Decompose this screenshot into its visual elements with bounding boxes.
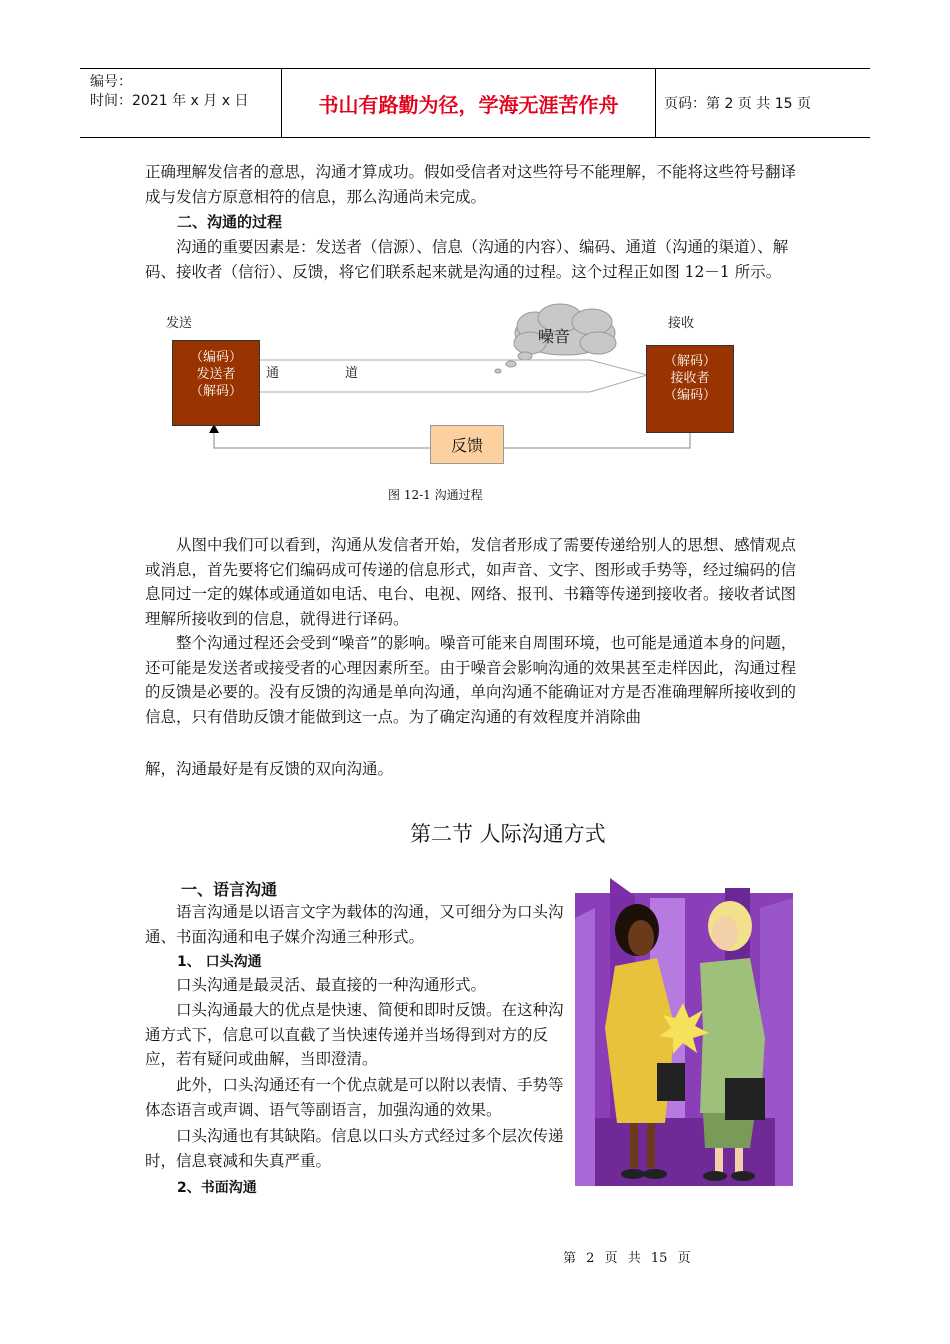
header-page-label: 页码：第 2 页 共 15 页	[664, 96, 811, 112]
paragraph-2: 沟通的重要因素是：发送者（信源）、信息（沟通的内容）、编码、通道（沟通的渠道）、解码、接收者（信衍）、反馈，将它们联系起来就是沟通的过程。这个过程正如图 12－1 所示。	[145, 238, 789, 281]
paragraph-4-end: 解，沟通最好是有反馈的双向沟通。	[145, 760, 394, 778]
sender-box	[172, 340, 260, 426]
channel-arrow	[260, 360, 647, 392]
footer-page-num: 2	[586, 1251, 595, 1266]
heading-process: 二、沟通的过程	[177, 213, 283, 231]
section-title: 第二节 人际沟通方式	[410, 822, 606, 846]
sender-decode: （解码）	[189, 384, 242, 399]
channel-label-1: 通	[266, 366, 280, 381]
paragraph-4: 整个沟通过程还会受到“噪音”的影响。噪音可能来自周围环境，也可能是通道本身的问题，还可能是发送者或接受者的心理因素所至。由于噪音会影响沟通的效果甚至走样因此，沟通过程的反馈是必要的。没有反馈的沟通是单向沟通，单向沟通不能确证对方是否准确理解所接收到的信息，只有借助反馈才能做到这一点。为了确定沟通的有效程度并消除曲	[145, 634, 797, 726]
paragraph-8: 此外，口头沟通还有一个优点就是可以附以表情、手势等体态语言或声调、语气等副语言，加强沟通的效果。	[145, 1076, 564, 1119]
noise-label: 噪音	[538, 327, 571, 346]
footer-ye-2: 页	[677, 1251, 691, 1266]
heading-written: 2、书面沟通	[177, 1180, 257, 1196]
figure-caption: 图 12-1 沟通过程	[388, 488, 483, 502]
doc-number-label: 编号：	[90, 74, 132, 90]
sender-title: 发送者	[196, 367, 236, 382]
sender-encode: （编码）	[189, 350, 242, 365]
paragraph-6: 口头沟通是最灵活、最直接的一种沟通形式。	[176, 976, 487, 994]
footer-gong: 共	[627, 1251, 641, 1266]
header-motto: 书山有路勤为径，学海无涯苦作舟	[281, 69, 656, 137]
page-footer	[563, 1247, 697, 1266]
footer-ye: 页	[604, 1251, 618, 1266]
paragraph-9: 口头沟通也有其缺陷。信息以口头方式经过多个层次传递时，信息衰减和失真严重。	[145, 1127, 564, 1170]
doc-time-label: 时间：2021 年 x 月 x 日	[90, 93, 249, 109]
receiver-encode: （编码）	[663, 388, 716, 403]
receive-label: 接收	[668, 316, 695, 331]
footer-total: 15	[650, 1251, 668, 1266]
footer-di: 第	[563, 1251, 577, 1266]
handshake-illustration	[575, 878, 793, 1186]
heading-language: 一、语言沟通	[181, 880, 278, 899]
feedback-box: 反馈	[430, 425, 504, 464]
receiver-title: 接收者	[670, 371, 710, 386]
paragraph-5: 语言沟通是以语言文字为载体的沟通，又可细分为口头沟通、书面沟通和电子媒介沟通三种形式。	[145, 903, 564, 946]
receiver-decode: （解码）	[663, 354, 716, 369]
receiver-box	[646, 345, 734, 433]
channel-label-2: 道	[345, 366, 359, 381]
heading-oral: 1、 口头沟通	[177, 954, 262, 970]
paragraph-3: 从图中我们可以看到，沟通从发信者开始，发信者形成了需要传递给别人的思想、感情观点或消息，首先要将它们编码成可传递的信息形式，如声音、文字、图形或手势等，经过编码的信息同过一定的媒体或通道如电话、电台、电视、网络、报刊、书籍等传递到接收者。接收者试图理解所接收到的信息，就得进行译码。	[145, 536, 797, 628]
paragraph-7: 口头沟通最大的优点是快速、简便和即时反馈。在这种沟通方式下，信息可以直截了当快速传递并当场得到对方的反应，若有疑问或曲解，当即澄清。	[145, 1001, 564, 1068]
send-label: 发送	[166, 316, 193, 331]
paragraph-1: 正确理解发信者的意思，沟通才算成功。假如受信者对这些符号不能理解，不能将这些符号翻译成与发信方原意相符的信息，那么沟通尚未完成。	[145, 163, 797, 206]
